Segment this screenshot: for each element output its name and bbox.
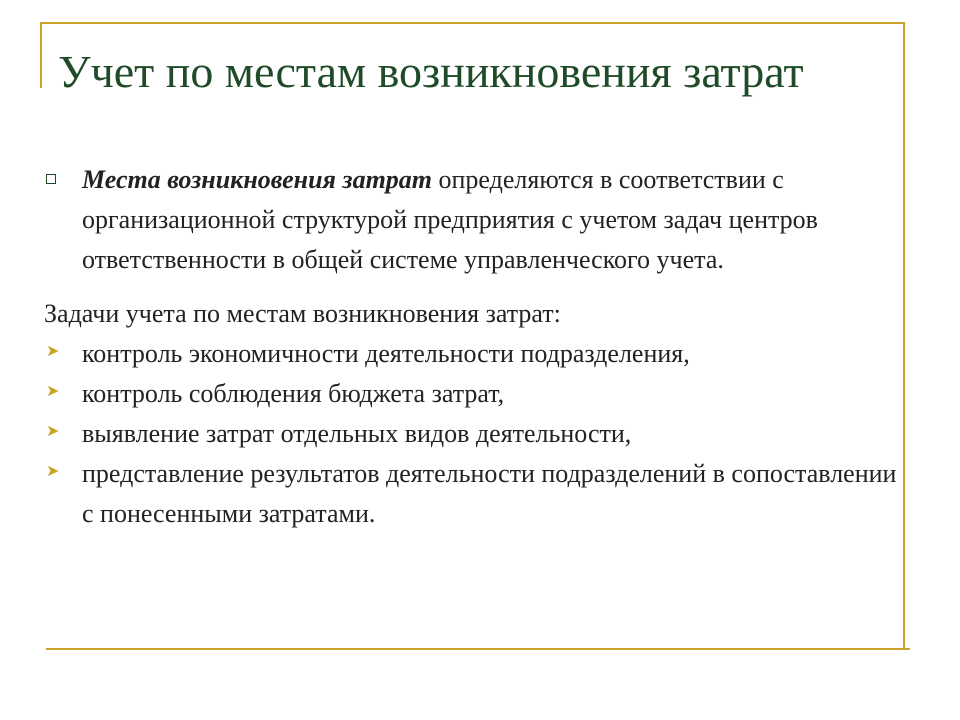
frame-top-line <box>40 22 904 24</box>
task-item <box>44 334 900 374</box>
main-point <box>44 160 900 280</box>
task-text: представление результатов деятельности подразделений в сопоставлении с понесенными затратами. <box>82 459 897 528</box>
frame-right-line <box>903 22 905 648</box>
task-item <box>44 414 900 454</box>
frame-bottom-line <box>46 648 910 650</box>
arrow-bullet-icon: ➤ <box>46 421 60 440</box>
task-item <box>44 374 900 414</box>
frame-left-line <box>40 22 42 88</box>
tasks-list <box>44 334 900 534</box>
main-point-emphasis: Места возникновения затрат <box>82 165 433 194</box>
task-text: выявление затрат отдельных видов деятельности, <box>82 419 632 448</box>
arrow-bullet-icon: ➤ <box>46 341 60 360</box>
main-point-text: определяются в соответствии с организационной структурой предприятия с учетом задач центров ответственности в общей системе управленческого учета. <box>82 165 818 274</box>
square-bullet-icon <box>46 174 56 184</box>
arrow-bullet-icon: ➤ <box>46 381 60 400</box>
slide-content <box>44 160 900 534</box>
slide-title: Учет по местам возникновения затрат <box>58 46 804 97</box>
task-text: контроль экономичности деятельности подразделения, <box>82 339 690 368</box>
tasks-intro: Задачи учета по местам возникновения затрат: <box>44 299 561 328</box>
task-text: контроль соблюдения бюджета затрат, <box>82 379 505 408</box>
arrow-bullet-icon: ➤ <box>46 461 60 480</box>
task-item <box>44 454 900 534</box>
main-point-paragraph <box>82 160 900 280</box>
